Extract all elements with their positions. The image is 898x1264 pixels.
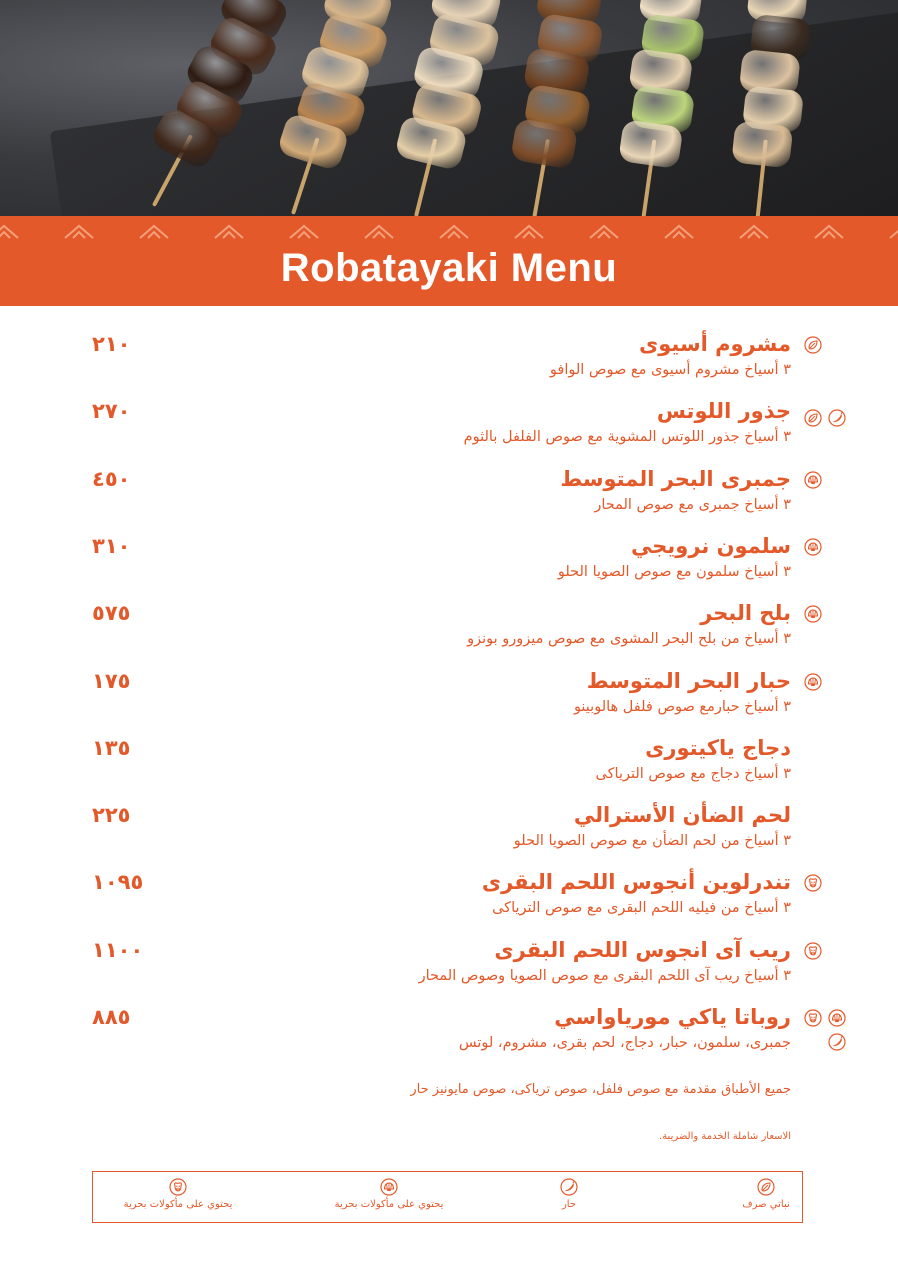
item-price: ٢٧٠ xyxy=(92,399,131,423)
item-icons xyxy=(804,336,854,386)
menu-item xyxy=(0,399,898,461)
icon-legend xyxy=(92,1171,803,1223)
legend-label: يحتوي على مأكولات بحرية xyxy=(334,1199,444,1210)
banner-pattern xyxy=(0,220,898,242)
item-description: ٣ أسياخ سلمون مع صوص الصويا الحلو xyxy=(557,564,791,580)
menu-item xyxy=(0,601,898,663)
menu-item xyxy=(0,1005,898,1067)
item-name: ريب آى انجوس اللحم البقرى xyxy=(494,938,791,962)
item-icons xyxy=(804,1009,854,1059)
item-price: ١٣٥ xyxy=(92,736,131,760)
legend-label: يحتوي على مأكولات بحرية xyxy=(123,1199,233,1210)
legend-entry xyxy=(309,1178,469,1210)
item-description: ٣ أسياخ مشروم أسيوى مع صوص الوافو xyxy=(549,362,791,378)
item-name: حبار البحر المتوسط xyxy=(586,669,791,693)
seafood-icon xyxy=(804,673,822,691)
item-icons xyxy=(804,740,854,790)
seafood-icon xyxy=(804,605,822,623)
item-icons xyxy=(804,605,854,655)
item-price: ٣١٠ xyxy=(92,534,131,558)
item-name: سلمون نرويجي xyxy=(631,534,791,558)
beef-icon xyxy=(804,874,822,892)
item-icons xyxy=(804,942,854,992)
item-name: بلح البحر xyxy=(700,601,791,625)
item-name: دجاج ياكيتورى xyxy=(645,736,791,760)
title-banner xyxy=(0,216,898,306)
beef-icon xyxy=(169,1178,187,1196)
item-description: ٣ أسياخ من فيليه اللحم البقرى مع صوص الترياكى xyxy=(492,900,791,916)
menu-item xyxy=(0,803,898,865)
item-name: جذور اللوتس xyxy=(656,399,791,423)
legend-entry xyxy=(489,1178,649,1210)
menu-item xyxy=(0,332,898,394)
page-title: Robatayaki Menu xyxy=(280,246,618,290)
hero-photo xyxy=(0,0,898,216)
taxes-note: الاسعار شاملة الخدمة والضريبة. xyxy=(659,1131,791,1142)
item-icons xyxy=(804,403,854,453)
menu-item xyxy=(0,938,898,1000)
item-price: ٥٧٥ xyxy=(92,601,131,625)
seafood-icon xyxy=(828,1009,846,1027)
item-price: ١١٠٠ xyxy=(92,938,144,962)
item-price: ٢٢٥ xyxy=(92,803,131,827)
item-name: مشروم أسيوى xyxy=(638,332,791,356)
item-description: ٣ أسياخ دجاج مع صوص الترياكى xyxy=(595,766,791,782)
item-description: ٣ أسياخ ريب آى اللحم البقرى مع صوص الصويا وصوص المحار xyxy=(418,968,791,984)
seafood-icon xyxy=(804,471,822,489)
item-icons xyxy=(804,874,854,924)
item-description: ٣ أسياخ من لحم الضأن مع صوص الصويا الحلو xyxy=(513,833,791,849)
seafood-icon xyxy=(380,1178,398,1196)
item-description: ٣ أسياخ جمبرى مع صوص المحار xyxy=(594,497,791,513)
beef-icon xyxy=(804,1009,822,1027)
item-icons xyxy=(804,807,854,857)
spicy-icon xyxy=(828,409,846,427)
item-description: ٣ أسياخ جذور اللوتس المشوية مع صوص الفلفل بالثوم xyxy=(463,429,791,445)
legend-entry xyxy=(98,1178,258,1210)
item-price: ٨٨٥ xyxy=(92,1005,131,1029)
menu-item xyxy=(0,534,898,596)
item-price: ١٠٩٥ xyxy=(92,870,144,894)
menu-item xyxy=(0,669,898,731)
beef-icon xyxy=(804,942,822,960)
item-description: ٣ أسياخ حبارمع صوص فلفل هالوبينو xyxy=(573,699,791,715)
menu-item xyxy=(0,467,898,529)
item-name: تندرلوين أنجوس اللحم البقرى xyxy=(481,870,791,894)
item-price: ٢١٠ xyxy=(92,332,131,356)
item-description: جمبرى، سلمون، حبار، دجاج، لحم بقرى، مشروم، لوتس xyxy=(458,1035,791,1051)
item-name: روباتا ياكي موريا‌واسي xyxy=(554,1005,791,1029)
item-description: ٣ أسياخ من بلح البحر المشوى مع صوص ميزورو بونزو xyxy=(467,631,791,647)
spicy-icon xyxy=(560,1178,578,1196)
item-icons xyxy=(804,673,854,723)
item-price: ٤٥٠ xyxy=(92,467,131,491)
item-icons xyxy=(804,471,854,521)
spicy-icon xyxy=(828,1033,846,1051)
legend-label: حار xyxy=(561,1199,577,1210)
vegan-icon xyxy=(757,1178,775,1196)
vegan-icon xyxy=(804,336,822,354)
menu-item xyxy=(0,870,898,932)
legend-entry xyxy=(686,1178,846,1210)
item-name: جمبرى البحر المتوسط xyxy=(560,467,791,491)
menu-item xyxy=(0,736,898,798)
item-price: ١٧٥ xyxy=(92,669,131,693)
legend-label: نباتي صرف xyxy=(742,1199,790,1210)
seafood-icon xyxy=(804,538,822,556)
vegan-icon xyxy=(804,409,822,427)
item-name: لحم الضأن الأسترالي xyxy=(573,803,791,827)
item-icons xyxy=(804,538,854,588)
sauces-note: جميع الأطباق مقدمة مع صوص فلفل، صوص ترياكى، صوص مايونيز حار xyxy=(410,1082,791,1097)
